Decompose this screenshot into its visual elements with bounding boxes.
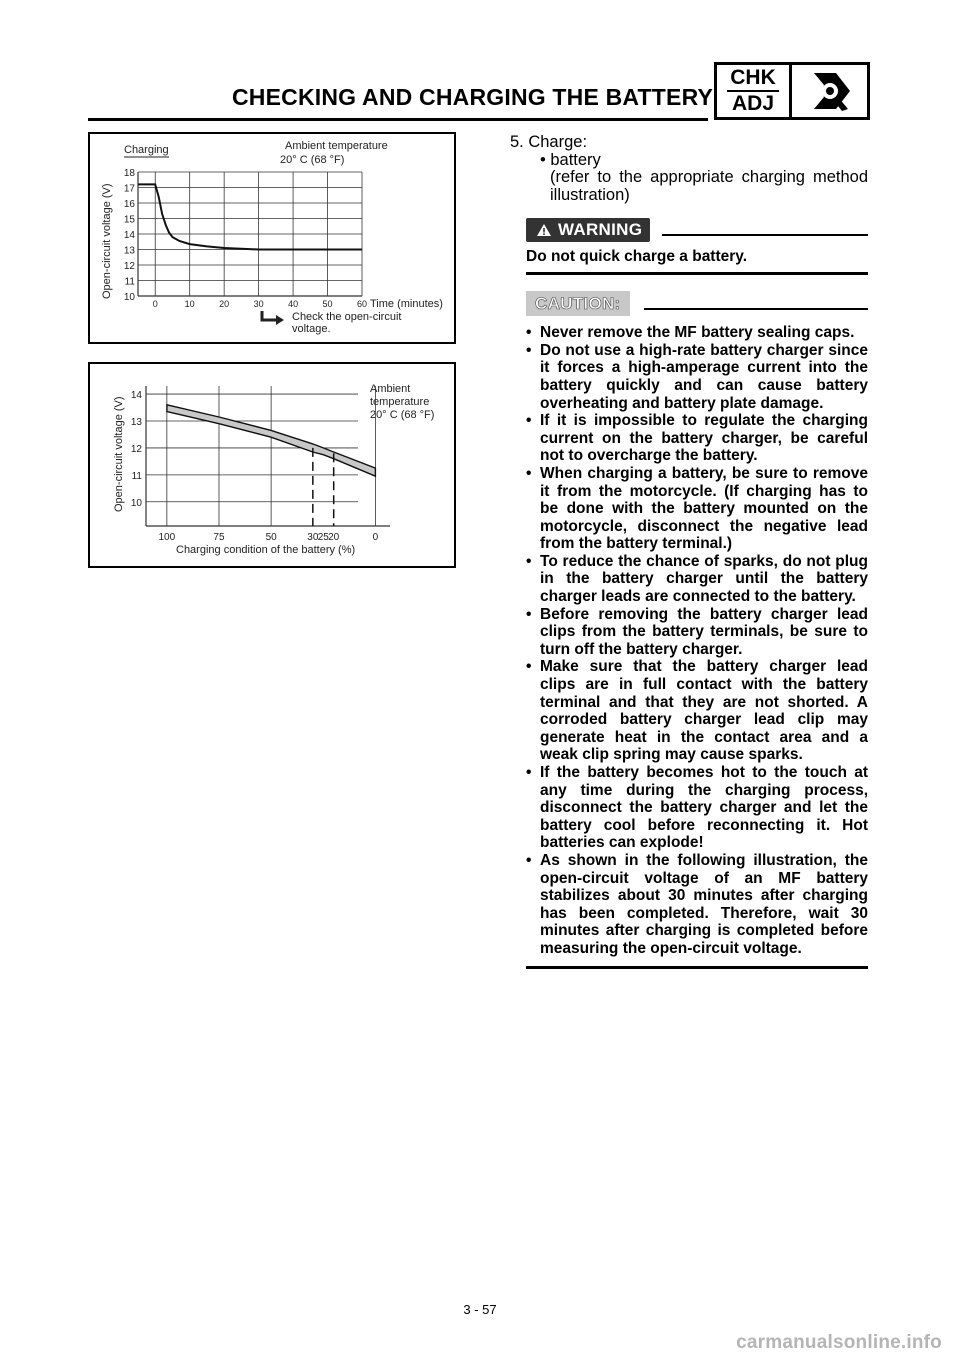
caution-item: • Never remove the MF battery sealing caps. — [526, 324, 868, 342]
title-rule — [88, 118, 708, 121]
caution-rule — [644, 308, 869, 310]
y-tick-label: 11 — [124, 276, 135, 288]
y-axis-label: Open-circuit voltage (V) — [101, 183, 113, 299]
x-tick-label: 0 — [152, 299, 158, 309]
warning-badge — [526, 218, 650, 242]
x-tick-label: 20 — [328, 532, 340, 543]
x-tick-label: 60 — [356, 299, 368, 309]
charging-time-chart — [90, 134, 454, 342]
ambient-label-line-2: temperature — [370, 396, 430, 408]
y-tick-label: 10 — [130, 497, 142, 509]
badge-bottom-text: ADJ — [731, 92, 774, 115]
ambient-temperature-value: 20° C (68 °F) — [280, 154, 345, 166]
note-line-2: voltage. — [292, 323, 331, 335]
instructions-column — [510, 133, 868, 969]
x-tick-label: 100 — [158, 532, 176, 543]
caution-end-rule — [526, 966, 868, 969]
x-axis-label: Time (minutes) — [370, 298, 443, 310]
caution-item: • As shown in the following illustration, the open-circuit voltage of an MF battery stabilizes about 30 minutes after charging has been completed. Therefore, wait 30 minutes after charging is completed before measuring the open-circuit voltage. — [526, 852, 868, 958]
y-tick-label: 12 — [123, 261, 135, 272]
x-tick-label: 25 — [317, 532, 329, 543]
charging-condition-chart — [90, 364, 454, 566]
caution-item: • When charging a battery, be sure to remove it from the motorcycle. (If charging has to be done with the battery mounted on the motorcycle, disconnect the negative lead from the battery terminal.) — [526, 465, 868, 553]
charging-time-figure — [88, 132, 456, 344]
y-tick-label: 11 — [131, 470, 142, 482]
y-tick-label: 13 — [130, 417, 142, 428]
y-tick-label: 13 — [123, 245, 135, 257]
y-tick-label: 14 — [123, 230, 135, 241]
x-tick-label: 20 — [219, 299, 230, 309]
y-tick-label: 17 — [123, 183, 135, 195]
x-tick-label: 40 — [288, 299, 299, 309]
x-tick-label: 0 — [372, 532, 379, 543]
wrench-icon — [792, 65, 867, 117]
warning-text: Do not quick charge a battery. — [526, 248, 868, 275]
x-tick-label: 10 — [184, 299, 195, 309]
ambient-temperature-label: Ambient temperature — [285, 140, 388, 152]
charging-condition-figure — [88, 362, 456, 568]
y-tick-label: 18 — [123, 168, 135, 179]
watermark: carmanualsonline.info — [736, 1332, 942, 1353]
voltage-curve — [138, 184, 362, 249]
y-tick-label: 10 — [123, 292, 135, 303]
note-arrow-icon — [262, 311, 284, 325]
badge-text — [717, 65, 792, 117]
y-tick-label: 16 — [123, 199, 135, 210]
badge-top-text: CHK — [730, 66, 776, 89]
charging-legend: Charging — [124, 144, 169, 156]
ambient-label-line-1: Ambient — [370, 383, 411, 395]
caution-item: • To reduce the chance of sparks, do not plug in the battery charger until the battery charger leads are connected to the battery. — [526, 553, 868, 606]
caution-item: • If the battery becomes hot to the touch at any time during the charging process, disconnect the battery charger and let the battery cool before reconnecting it. Hot batteries can explode! — [526, 764, 868, 852]
battery-bullet: • battery — [540, 150, 601, 169]
caution-badge: CAUTION: — [526, 291, 630, 317]
ambient-temperature-value: 20° C (68 °F) — [370, 409, 435, 421]
step-heading: 5. Charge: — [510, 133, 588, 151]
x-tick-label: 50 — [265, 532, 277, 543]
x-tick-label: 30 — [253, 299, 264, 309]
chk-adj-badge — [714, 62, 870, 120]
y-tick-label: 14 — [130, 390, 142, 402]
x-tick-label: 30 — [307, 532, 319, 543]
note-line-1: Check the open-circuit — [292, 311, 402, 323]
x-tick-label: 75 — [213, 532, 225, 543]
caution-item: • Before removing the battery charger lead clips from the battery terminals, be sure to turn off the battery charger. — [526, 606, 868, 659]
caution-item: • If it is impossible to regulate the charging current on the battery charger, be careful not to overcharge the battery. — [526, 412, 868, 465]
warning-rule — [662, 234, 868, 236]
warning-label: WARNING — [558, 220, 643, 240]
x-tick-label: 50 — [322, 299, 333, 309]
y-axis-label: Open-circuit voltage (V) — [113, 396, 125, 512]
caution-list — [526, 324, 868, 957]
caution-item: • Do not use a high-rate battery charger since it forces a high-amperage current into the battery quickly and can cause battery overheating and battery plate damage. — [526, 342, 868, 412]
page-number: 3 - 57 — [463, 1302, 497, 1317]
refer-text: (refer to the appropriate charging method illustration) — [550, 168, 868, 204]
x-axis-label: Charging condition of the battery (%) — [176, 544, 356, 556]
y-tick-label: 15 — [123, 214, 135, 226]
y-tick-label: 12 — [130, 443, 142, 455]
warning-header — [526, 218, 868, 242]
page-title: CHECKING AND CHARGING THE BATTERY — [232, 84, 714, 110]
warning-triangle-icon — [536, 223, 552, 237]
caution-item: • Make sure that the battery charger lead clips are in full contact with the battery terminal and that they are not shorted. A corroded battery charger lead clip may generate heat in the contact area and a weak clip spring may cause sparks. — [526, 658, 868, 764]
caution-header — [526, 291, 868, 317]
